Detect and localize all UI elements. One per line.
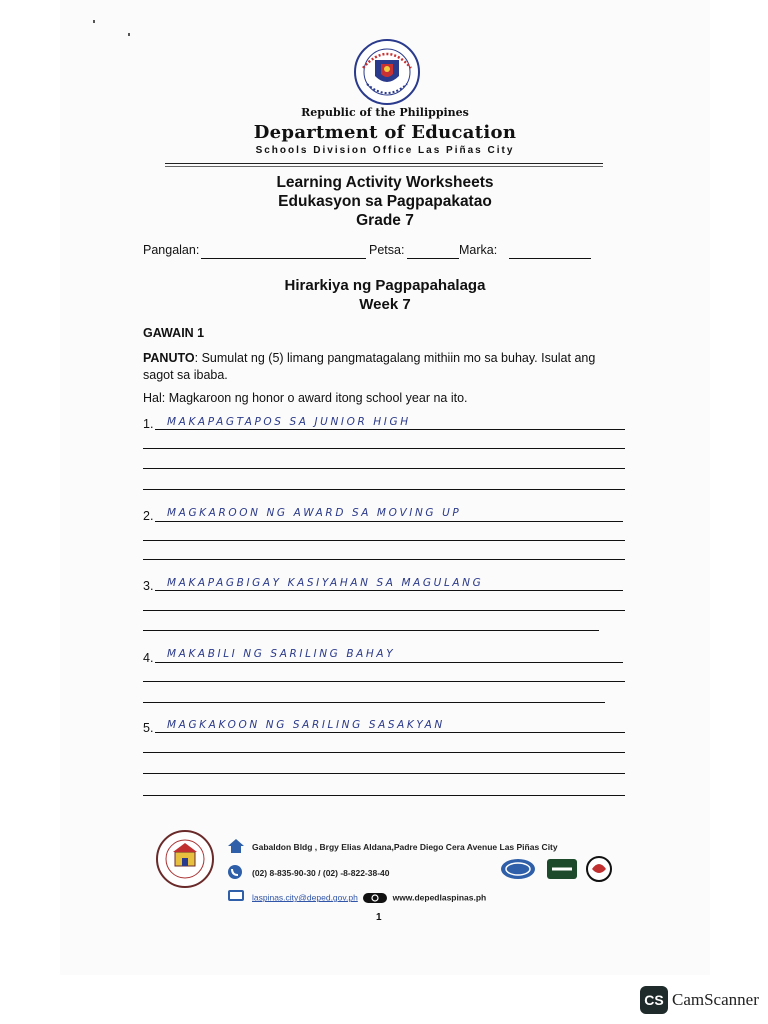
answer-line	[143, 610, 625, 611]
scan-speck	[128, 33, 130, 36]
camscanner-label: CamScanner	[672, 990, 759, 1009]
answer-number: 2.	[143, 509, 154, 523]
footer-email-link[interactable]: laspinas.city@deped.gov.ph	[252, 892, 358, 903]
instruction-text: : Sumulat ng (5) limang pangmatagalang mithiin mo sa buhay. Isulat ang sagot sa ibaba.	[143, 351, 596, 382]
answer-line	[143, 681, 625, 682]
answer-number: 1.	[143, 417, 154, 431]
answer-number: 3.	[143, 579, 154, 593]
instruction-label: PANUTO	[143, 351, 195, 365]
home-icon	[226, 838, 246, 854]
answer-line	[155, 590, 623, 591]
score-blank[interactable]	[509, 258, 591, 259]
footer-website: www.depedlaspinas.ph	[392, 892, 487, 903]
answer-line	[143, 468, 625, 469]
camscanner-logo-icon: CS	[640, 986, 668, 1014]
subject-title: Edukasyon sa Pagpapakatao	[278, 193, 492, 210]
answer-line	[155, 732, 625, 733]
answer-line	[143, 773, 625, 774]
footer-phone: (02) 8-835-90-30 / (02) -8-822-38-40	[252, 868, 390, 878]
answer-line	[155, 662, 623, 663]
answer-line	[143, 630, 599, 631]
header-divider	[165, 163, 603, 164]
instruction	[143, 350, 613, 383]
handwritten-answer: MAKAPAGBIGAY KASIYAHAN SA MAGULANG	[167, 577, 484, 589]
handwritten-answer: MAGKAROON NG AWARD SA MOVING UP	[167, 507, 462, 519]
lesson-title: Hirarkiya ng Pagpapahalaga	[284, 277, 486, 294]
scan-speck	[93, 20, 95, 23]
handwritten-answer: MAKABILI NG SARILING BAHAY	[167, 648, 396, 660]
example-text: Hal: Magkaroon ng honor o award itong school year na ito.	[143, 391, 468, 405]
answer-line	[143, 702, 605, 703]
header-divider	[165, 166, 603, 167]
iaf-badge-icon	[500, 858, 536, 880]
division-label: Schools Division Office Las Piñas City	[255, 145, 515, 156]
student-info-row	[143, 243, 623, 263]
answer-line	[143, 795, 625, 796]
department-label: Department of Education	[253, 122, 517, 143]
quality-seal-icon	[584, 855, 614, 883]
answer-line	[143, 448, 625, 449]
answer-number: 5.	[143, 721, 154, 735]
deped-seal-logo	[353, 38, 421, 106]
grade-title: Grade 7	[356, 212, 414, 229]
handwritten-answer: MAGKAKOON NG SARILING SASAKYAN	[167, 719, 445, 731]
answer-number: 4.	[143, 651, 154, 665]
certification-badge-icon	[546, 858, 578, 880]
answer-line	[143, 752, 625, 753]
activity-heading: GAWAIN 1	[143, 326, 205, 340]
name-blank[interactable]	[201, 258, 366, 259]
answer-line	[143, 489, 625, 490]
date-blank[interactable]	[407, 258, 459, 259]
date-label: Petsa:	[369, 243, 405, 257]
sdo-las-pinas-logo	[155, 828, 215, 890]
handwritten-answer: MAKAPAGTAPOS SA JUNIOR HIGH	[167, 416, 411, 428]
lesson-week: Week 7	[359, 296, 411, 313]
name-label: Pangalan:	[143, 243, 200, 257]
answer-line	[143, 540, 625, 541]
phone-icon	[226, 864, 244, 880]
footer-address: Gabaldon Bldg , Brgy Elias Aldana,Padre Diego Cera Avenue Las Piñas City	[252, 842, 558, 852]
web-icon	[362, 892, 388, 904]
republic-label: Republic of the Philippines	[301, 106, 469, 119]
page-number: 1	[376, 912, 382, 923]
footer-contact	[252, 892, 486, 904]
answer-line	[155, 429, 625, 430]
answer-line	[155, 521, 623, 522]
answer-line	[143, 559, 625, 560]
email-icon	[227, 889, 245, 902]
score-label: Marka:	[459, 243, 498, 257]
worksheet-title: Learning Activity Worksheets	[276, 174, 494, 191]
